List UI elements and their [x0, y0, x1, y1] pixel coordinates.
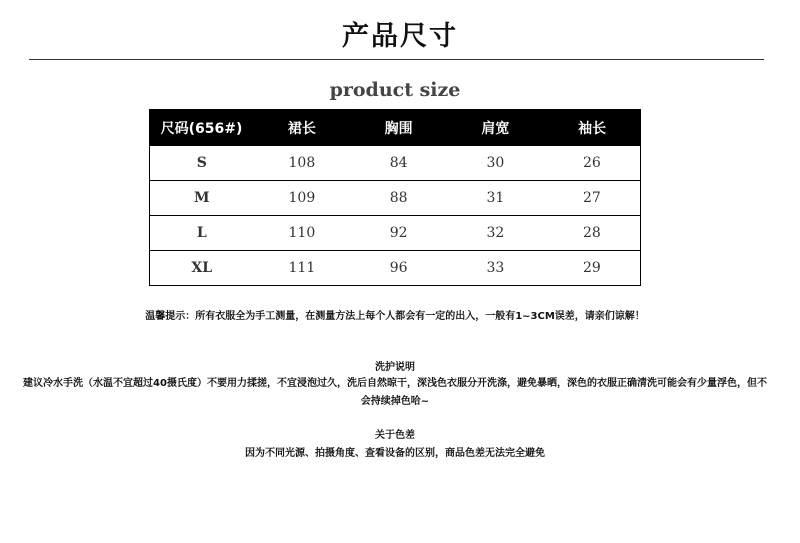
table-header-row — [150, 110, 641, 146]
bust-cell: 92 — [350, 216, 447, 251]
shoulder-cell: 33 — [447, 251, 544, 286]
dress-length-cell: 110 — [254, 216, 351, 251]
header-shoulder: 肩宽 — [447, 110, 544, 146]
table-row — [150, 251, 641, 286]
title-divider — [29, 59, 764, 60]
header-size: 尺码(656#) — [150, 110, 254, 146]
size-cell: M — [150, 181, 254, 216]
dress-length-cell: 111 — [254, 251, 351, 286]
size-cell: S — [150, 146, 254, 181]
sleeve-cell: 28 — [544, 216, 641, 251]
header-bust: 胸围 — [350, 110, 447, 146]
table-row — [150, 181, 641, 216]
header-sleeve: 袖长 — [544, 110, 641, 146]
care-instructions-text: 建议冷水手洗（水温不宜超过40摄氏度）不要用力揉搓，不宜浸泡过久，洗后自然晾干，深浅色衣服分开洗涤，避免暴晒，深色的衣服正确清洗可能会有少量浮色，但不会持续掉色哈~ — [23, 378, 767, 407]
measurement-note: 温馨提示：所有衣服全为手工测量，在测量方法上每个人都会有一定的出入，一般有1~3CM误差，请亲们谅解！ — [145, 311, 645, 322]
table-row — [150, 146, 641, 181]
color-difference-title: 关于色差 — [375, 430, 415, 441]
bust-cell: 96 — [350, 251, 447, 286]
sleeve-cell: 26 — [544, 146, 641, 181]
table-row — [150, 216, 641, 251]
bust-cell: 84 — [350, 146, 447, 181]
shoulder-cell: 32 — [447, 216, 544, 251]
dress-length-cell: 108 — [254, 146, 351, 181]
header-dress-length: 裙长 — [254, 110, 351, 146]
size-table — [149, 109, 641, 286]
shoulder-cell: 30 — [447, 146, 544, 181]
color-difference-text: 因为不同光源、拍摄角度、查看设备的区别，商品色差无法完全避免 — [245, 448, 545, 459]
bust-cell: 88 — [350, 181, 447, 216]
sleeve-cell: 29 — [544, 251, 641, 286]
sleeve-cell: 27 — [544, 181, 641, 216]
size-cell: XL — [150, 251, 254, 286]
subtitle: product size — [329, 79, 461, 101]
page-title: 产品尺寸 — [342, 21, 458, 52]
shoulder-cell: 31 — [447, 181, 544, 216]
dress-length-cell: 109 — [254, 181, 351, 216]
care-instructions-title: 洗护说明 — [375, 362, 415, 373]
size-cell: L — [150, 216, 254, 251]
